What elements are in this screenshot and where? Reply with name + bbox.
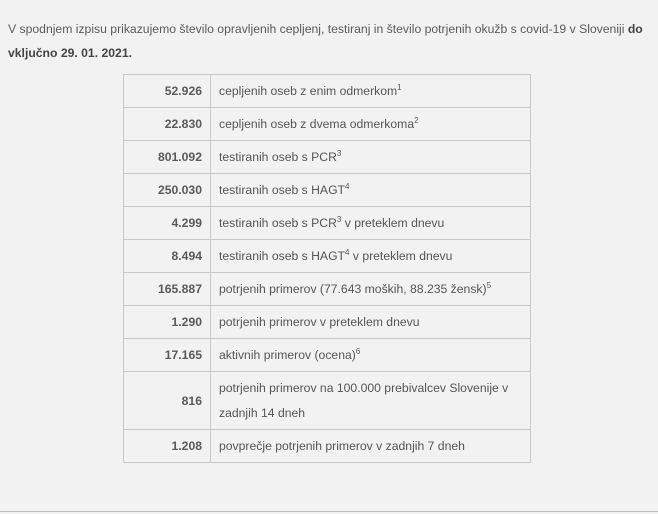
row-label-text: testiranih oseb s HAGT bbox=[219, 182, 345, 197]
row-value: 801.092 bbox=[124, 141, 211, 174]
footnote-ref: 4 bbox=[345, 247, 350, 257]
row-value: 8.494 bbox=[124, 240, 211, 273]
table-row bbox=[124, 273, 531, 306]
row-label bbox=[211, 207, 531, 240]
row-value: 816 bbox=[124, 372, 211, 430]
row-label-text: cepljenih oseb z enim odmerkom bbox=[219, 83, 398, 98]
row-label bbox=[211, 273, 531, 306]
footnote-ref: 3 bbox=[336, 148, 342, 158]
table-row bbox=[124, 141, 531, 174]
row-label bbox=[211, 174, 531, 207]
table-row bbox=[124, 240, 531, 273]
row-label-text: cepljenih oseb z dvema odmerkoma bbox=[219, 116, 415, 131]
table-row bbox=[124, 108, 531, 141]
row-label-text: potrjenih primerov na 100.000 prebivalcev Slovenije v zadnjih 14 dneh bbox=[219, 380, 509, 420]
table-row bbox=[124, 430, 531, 463]
row-value: 1.208 bbox=[124, 430, 211, 463]
table-row bbox=[124, 306, 531, 339]
table-row bbox=[124, 75, 531, 108]
intro-paragraph bbox=[8, 17, 653, 65]
table-row bbox=[124, 372, 531, 430]
footnote-ref: 2 bbox=[414, 115, 419, 125]
footnote-ref: 4 bbox=[345, 181, 350, 191]
table-row bbox=[124, 339, 531, 372]
row-label bbox=[211, 306, 531, 339]
row-label-text: aktivnih primerov (ocena) bbox=[219, 347, 356, 362]
footnote-ref: 5 bbox=[486, 280, 492, 290]
footnote-ref: 6 bbox=[355, 346, 361, 356]
intro-text: V spodnjem izpisu prikazujemo število opravljenih cepljenj, testiranj in število potrjenih okužb s covid-19 v Sloveniji bbox=[8, 22, 628, 36]
row-label bbox=[211, 430, 531, 463]
row-label-tail: v preteklem dnevu bbox=[349, 248, 453, 263]
row-value: 165.887 bbox=[124, 273, 211, 306]
intro-date: do vključno 29. 01. 2021. bbox=[8, 22, 643, 60]
table-row bbox=[124, 174, 531, 207]
row-label bbox=[211, 75, 531, 108]
footnote-ref: 1 bbox=[397, 82, 402, 92]
row-label-text: testiranih oseb s PCR bbox=[219, 149, 337, 164]
row-label bbox=[211, 108, 531, 141]
row-label-text: testiranih oseb s HAGT bbox=[219, 248, 345, 263]
row-value: 52.926 bbox=[124, 75, 211, 108]
row-label bbox=[211, 372, 531, 430]
row-value: 1.290 bbox=[124, 306, 211, 339]
bottom-divider bbox=[0, 511, 658, 512]
row-label-text: potrjenih primerov v preteklem dnevu bbox=[219, 314, 420, 329]
table-row bbox=[124, 207, 531, 240]
row-value: 4.299 bbox=[124, 207, 211, 240]
row-value: 22.830 bbox=[124, 108, 211, 141]
row-label-tail: v preteklem dnevu bbox=[341, 215, 445, 230]
row-label bbox=[211, 141, 531, 174]
footnote-ref: 3 bbox=[336, 214, 342, 224]
row-label-text: testiranih oseb s PCR bbox=[219, 215, 337, 230]
row-value: 250.030 bbox=[124, 174, 211, 207]
row-label-text: potrjenih primerov (77.643 moških, 88.235 žensk) bbox=[219, 281, 487, 296]
row-label-text: povprečje potrjenih primerov v zadnjih 7 dneh bbox=[219, 438, 465, 453]
row-label bbox=[211, 240, 531, 273]
statistics-table bbox=[123, 74, 531, 463]
row-value: 17.165 bbox=[124, 339, 211, 372]
row-label bbox=[211, 339, 531, 372]
